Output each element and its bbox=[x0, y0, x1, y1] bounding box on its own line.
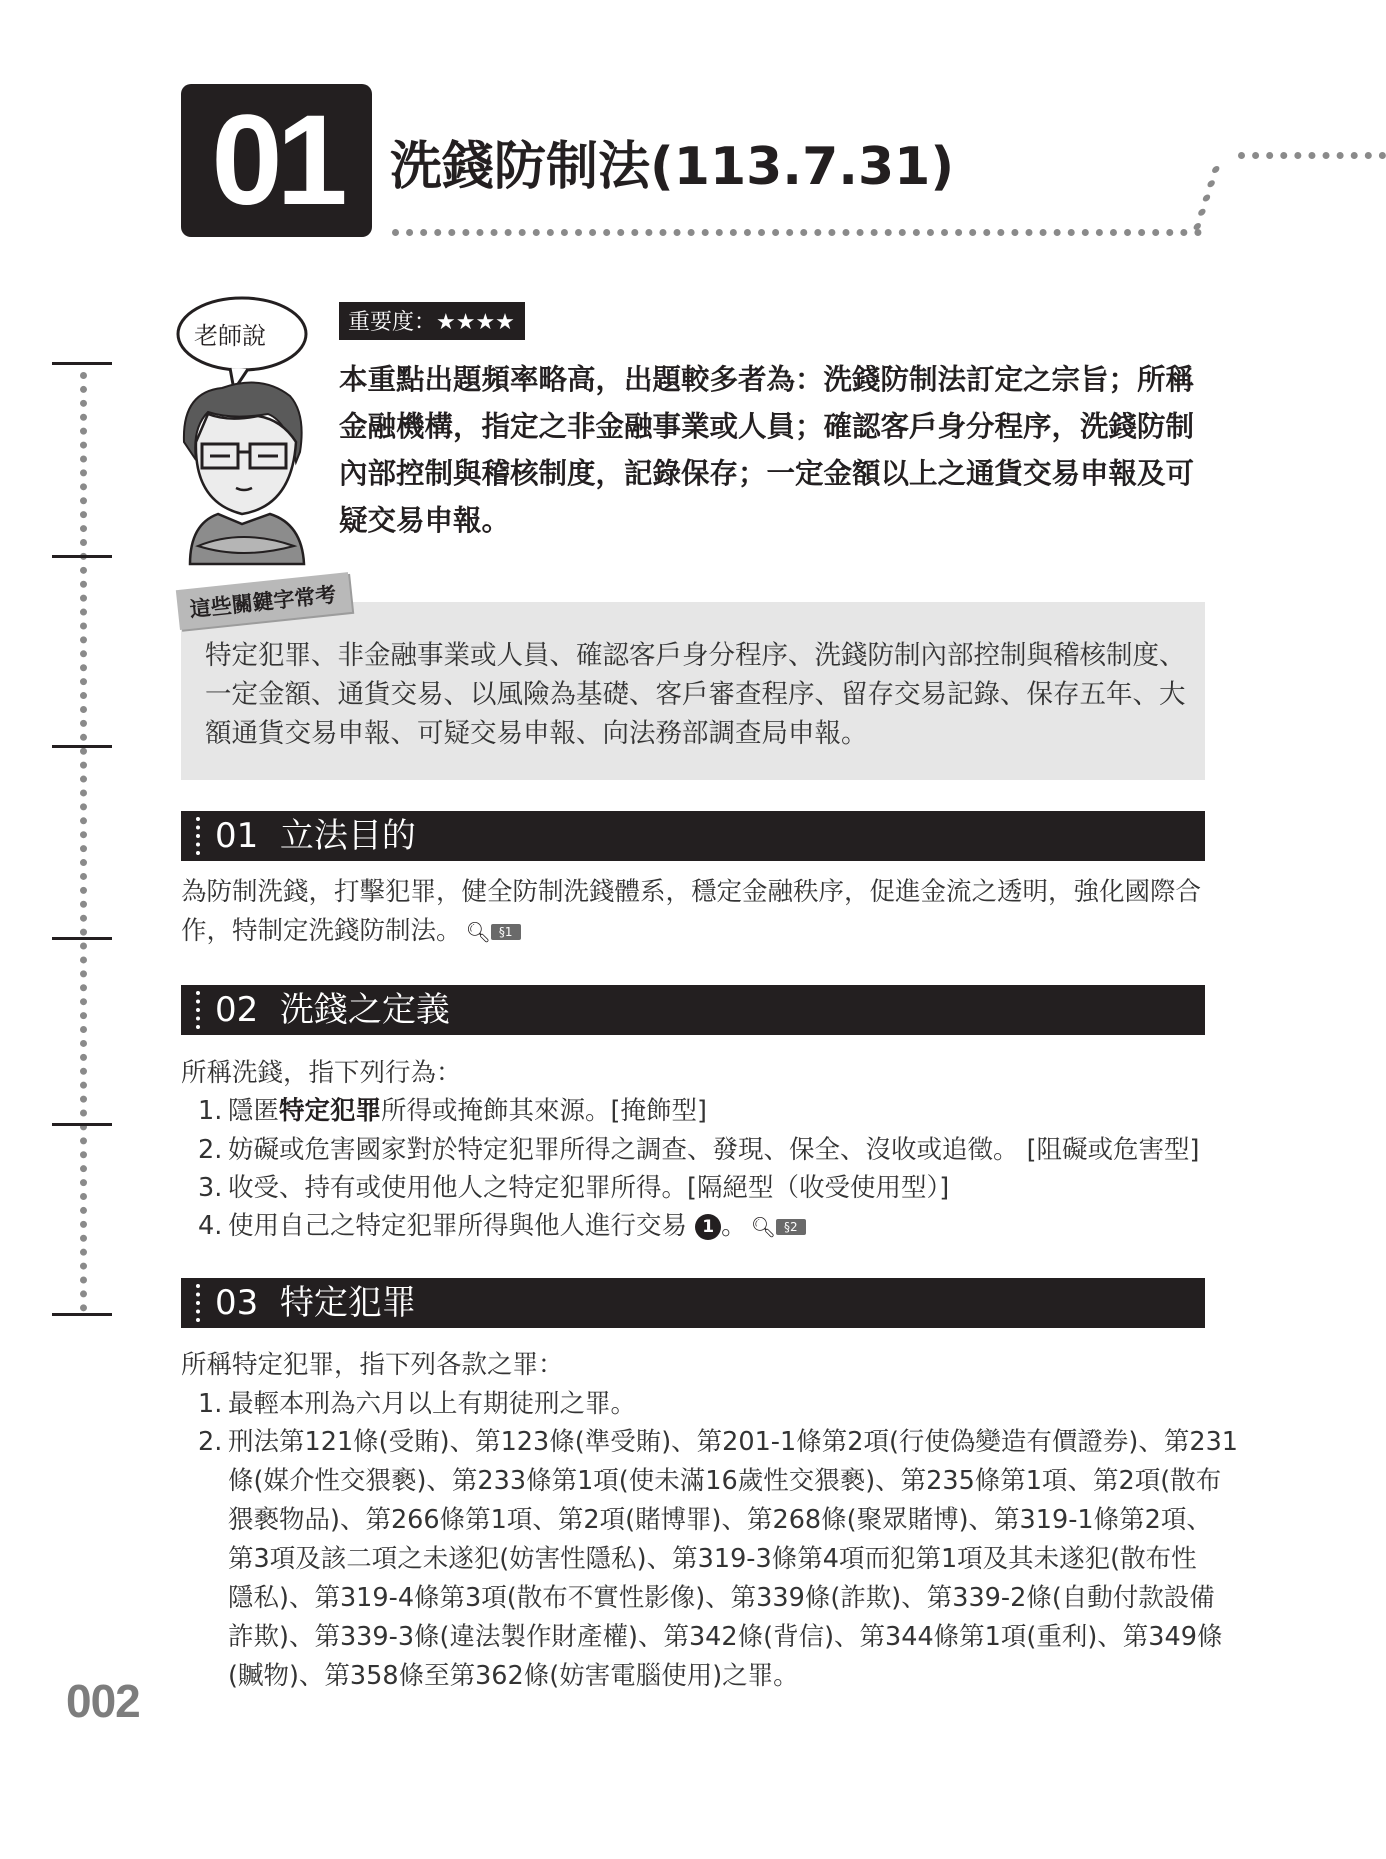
section-02-lead: 所稱洗錢，指下列行為： bbox=[181, 1058, 462, 1088]
list-item-line: 猥褻物品)、第266條第1項、第2項(賭博罪)、第268條(聚眾賭博)、第319-1條第2項、 bbox=[228, 1505, 1212, 1535]
importance-badge: 重要度：★★★★ bbox=[339, 302, 525, 340]
list-item: 4. 使用自己之特定犯罪所得與他人進行交易 1 。 🔍︎ §2 bbox=[198, 1207, 806, 1246]
section-marker bbox=[196, 1284, 200, 1322]
list-item-line: (贓物)、第358條至第362條(妨害電腦使用)之罪。 bbox=[228, 1661, 799, 1691]
margin-tick bbox=[52, 555, 112, 558]
margin-tick bbox=[52, 1313, 112, 1316]
margin-tick bbox=[52, 745, 112, 748]
list-item-line: 條(媒介性交猥褻)、第233條第1項(使未滿16歲性交猥褻)、第235條第1項、第2項(散布 bbox=[228, 1466, 1222, 1496]
section-03-lead: 所稱特定犯罪，指下列各款之罪： bbox=[181, 1350, 564, 1380]
section-header-01 bbox=[181, 811, 1205, 861]
teacher-face bbox=[196, 414, 296, 514]
list-item-line: 刑法第121條(受賄)、第123條(準受賄)、第201-1條第2項(行使偽變造有價證券)、第231 bbox=[228, 1427, 1239, 1457]
section-title: 03 特定犯罪 bbox=[215, 1283, 416, 1323]
margin-tick bbox=[52, 1123, 112, 1126]
margin-tick bbox=[52, 937, 112, 940]
list-item: 1. 隱匿特定犯罪所得或掩飾其來源。[掩飾型] bbox=[198, 1096, 707, 1126]
header-divider-rise bbox=[1193, 166, 1221, 230]
search-icon: 🔍︎ bbox=[750, 1215, 777, 1240]
section-title: 02 洗錢之定義 bbox=[215, 990, 450, 1030]
article-ref: 🔍︎ §1 bbox=[466, 924, 521, 941]
page-number: 002 bbox=[66, 1675, 140, 1727]
list-item-line: 詐欺)、第339-3條(違法製作財產權)、第342條(背信)、第344條第1項(重利)、第349條 bbox=[228, 1622, 1223, 1652]
list-item: 2. 妨礙或危害國家對於特定犯罪所得之調查、發現、保全、沒收或追徵。 [阻礙或危害型] bbox=[198, 1135, 1200, 1165]
section-header-03 bbox=[181, 1278, 1205, 1328]
keyword-tag: 這些關鍵字常考 bbox=[176, 572, 352, 630]
list-item-line: 隱私)、第319-4條第3項(散布不實性影像)、第339條(詐欺)、第339-2條(自動付款設備 bbox=[228, 1583, 1215, 1613]
teacher-intro: 本重點出題頻率略高，出題較多者為：洗錢防制法訂定之宗旨；所稱金融機構，指定之非金融事業或人員；確認客戶身分程序，洗錢防制內部控制與稽核制度，記錄保存；一定金額以上之通貨交易申報及可疑交易申報。 bbox=[339, 363, 1195, 537]
search-icon: 🔍︎ bbox=[465, 920, 491, 945]
teacher-illustration bbox=[172, 292, 322, 567]
bubble-text: 老師說 bbox=[194, 322, 266, 350]
section-marker bbox=[196, 991, 200, 1029]
note-marker: 1 bbox=[695, 1214, 721, 1240]
margin-rail bbox=[80, 372, 87, 1312]
list-item: 1. 最輕本刑為六月以上有期徒刑之罪。 bbox=[198, 1389, 637, 1419]
header-divider bbox=[392, 229, 1202, 236]
header-divider-top bbox=[1238, 152, 1386, 159]
margin-tick bbox=[52, 362, 112, 365]
section-01-body: 為防制洗錢，打擊犯罪，健全防制洗錢體系，穩定金融秩序，促進金流之透明，強化國際合作，特制定洗錢防制法。 🔍︎ §1 bbox=[181, 877, 1202, 946]
section-title: 01 立法目的 bbox=[215, 816, 416, 856]
keyword-text: 特定犯罪、非金融事業或人員、確認客戶身分程序、洗錢防制內部控制與稽核制度、一定金額、通貨交易、以風險為基礎、客戶審查程序、留存交易記錄、保存五年、大額通貨交易申報、可疑交易申報、向法務部調查局申報。 bbox=[205, 640, 1186, 749]
section-marker bbox=[196, 817, 200, 855]
chapter-number: 01 bbox=[181, 84, 372, 237]
list-item-line: 第3項及該二項之未遂犯(妨害性隱私)、第319-3條第4項而犯第1項及其未遂犯(散布性 bbox=[228, 1544, 1197, 1574]
section-header-02 bbox=[181, 985, 1205, 1035]
article-ref: 🔍︎ §2 bbox=[751, 1219, 806, 1236]
chapter-title: 洗錢防制法(113.7.31) bbox=[390, 137, 955, 197]
list-item: 3. 收受、持有或使用他人之特定犯罪所得。[隔絕型（收受使用型）] bbox=[198, 1173, 950, 1203]
